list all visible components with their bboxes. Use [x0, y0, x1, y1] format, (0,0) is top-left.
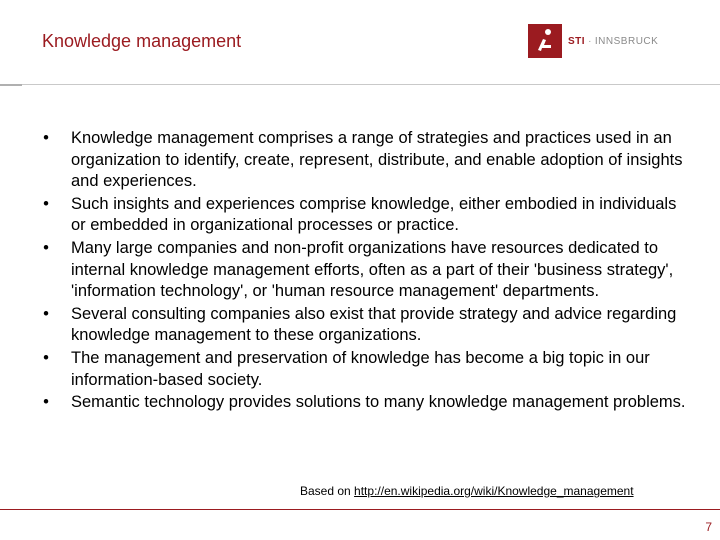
bullet-item: [40, 238, 690, 303]
logo-wordmark: [568, 36, 658, 47]
bullet-item: [40, 304, 690, 347]
bullet-item: [40, 392, 690, 414]
bullet-list: [40, 128, 690, 415]
bullet-item: [40, 128, 690, 193]
bullet-text: Semantic technology provides solutions to many knowledge management problems.: [71, 393, 686, 412]
logo-place: INNSBRUCK: [594, 35, 659, 47]
bullet-dot: •: [43, 393, 49, 412]
bullet-text: The management and preservation of knowledge has become a big topic in our information-based society.: [71, 348, 650, 389]
bullet-item: [40, 348, 690, 391]
sti-logo-icon: [528, 24, 562, 58]
bullet-dot: •: [43, 129, 49, 147]
bullet-text: Such insights and experiences comprise knowledge, either embodied in individuals or embedded in organizational processes or practice.: [71, 194, 677, 235]
bullet-dot: •: [43, 348, 49, 367]
bullet-dot: •: [43, 238, 49, 257]
logo-brand: STI: [568, 35, 586, 47]
bullet-text: Several consulting companies also exist that provide strategy and advice regarding knowledge management to these organizations.: [71, 304, 677, 345]
page-number: 7: [705, 520, 712, 534]
source-prefix: Based on: [300, 484, 355, 498]
bullet-dot: •: [43, 304, 49, 323]
sti-innsbruck-logo: [528, 24, 658, 58]
header-divider-accent: [0, 84, 22, 86]
slide-title: Knowledge management: [42, 31, 242, 51]
source-citation: [300, 484, 634, 498]
bullet-dot: •: [43, 194, 49, 213]
logo-separator: ·: [588, 35, 592, 47]
footer-divider: [0, 509, 720, 510]
bullet-text: Knowledge management comprises a range of strategies and practices used in an organization to identify, create, represent, distribute, and enable adoption of insights and experiences.: [71, 129, 683, 191]
bullet-text: Many large companies and non-profit organizations have resources dedicated to internal knowledge management efforts, often as a part of their 'business strategy', 'information technology', or 'human resource management' departments.: [71, 238, 674, 301]
bullet-item: [40, 194, 690, 237]
header-divider: [0, 84, 720, 85]
source-link[interactable]: http://en.wikipedia.org/wiki/Knowledge_management: [354, 484, 634, 498]
